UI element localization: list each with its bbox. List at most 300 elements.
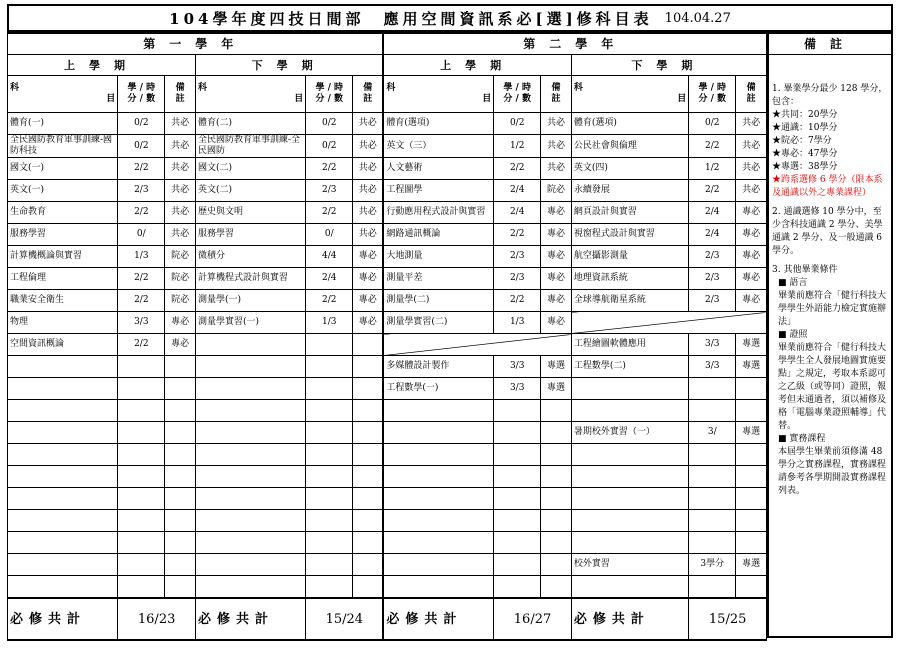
course-name: 永續發展 (571, 180, 688, 202)
course-type: 共必 (353, 224, 384, 246)
course-type: 共必 (165, 224, 196, 246)
note-3-practice-title: ■ 實務課程 (778, 434, 826, 444)
course-type (353, 510, 384, 532)
totals-row (8, 598, 767, 640)
empty-slash-cell (383, 334, 571, 356)
course-name: 地理資訊系統 (571, 268, 688, 290)
course-type (541, 400, 572, 422)
course-credits (689, 400, 736, 422)
course-type (353, 334, 384, 356)
course-name (383, 576, 493, 599)
course-type: 共必 (541, 135, 572, 158)
course-name: 全球導航衛星系統 (571, 290, 688, 312)
course-type (541, 488, 572, 510)
course-name: 空間資訊概論 (8, 334, 118, 356)
course-name: 計算機概論與實習 (8, 246, 118, 268)
note-3-language: 畢業前應符合「健行科技大學學生外語能力檢定實施辦法」 (778, 291, 887, 327)
header-text: 註 (746, 94, 756, 104)
course-credits: 2/3 (689, 290, 736, 312)
course-type: 專必 (165, 334, 196, 356)
course-name (8, 554, 118, 576)
course-type: 專必 (353, 290, 384, 312)
course-name: 服務學習 (195, 224, 305, 246)
header-text: 分 / 數 (127, 94, 156, 104)
table-row (8, 488, 767, 510)
course-credits (494, 444, 541, 466)
course-credits (689, 444, 736, 466)
subject-column-header (571, 76, 688, 113)
course-name: 測量平差 (383, 268, 493, 290)
header-text: 目 (677, 94, 687, 104)
course-name: 工程數學(一) (383, 378, 493, 400)
course-name: 測量學實習(一) (195, 312, 305, 334)
course-credits (306, 422, 353, 444)
course-type: 共必 (165, 158, 196, 180)
header-text: 備 (746, 83, 756, 93)
course-name (8, 532, 118, 554)
course-type: 共必 (165, 135, 196, 158)
course-credits: 2/2 (118, 158, 165, 180)
course-name: 工程數學(二) (571, 356, 688, 378)
course-credits (306, 334, 353, 356)
course-credits (689, 576, 736, 599)
course-name: 微積分 (195, 246, 305, 268)
total-label: 必修共計 (195, 598, 305, 640)
course-credits: 2/2 (306, 158, 353, 180)
header-text: 目 (106, 94, 116, 104)
course-credits (118, 576, 165, 599)
course-type: 共必 (353, 113, 384, 135)
course-credits: 3/3 (689, 334, 736, 356)
course-credits (494, 488, 541, 510)
credit-column-header (689, 76, 736, 113)
course-credits (306, 510, 353, 532)
course-name (195, 378, 305, 400)
course-type (353, 576, 384, 599)
course-name (195, 422, 305, 444)
course-type (541, 532, 572, 554)
course-type (165, 466, 196, 488)
course-credits (689, 466, 736, 488)
remark-column-header (165, 76, 196, 113)
course-name: 服務學習 (8, 224, 118, 246)
course-name: 英文(二) (195, 180, 305, 202)
course-credits: 1/2 (494, 135, 541, 158)
curriculum-sheet (7, 4, 893, 640)
course-credits (689, 488, 736, 510)
course-name: 校外實習 (571, 554, 688, 576)
course-credits: 3/3 (689, 356, 736, 378)
semester-header: 下學期 (571, 55, 766, 76)
header-text: 學 / 時 (127, 83, 156, 93)
semester-header: 上學期 (8, 55, 196, 76)
credit-column-header (306, 76, 353, 113)
course-credits (306, 532, 353, 554)
course-name: 職業安全衛生 (8, 290, 118, 312)
table-row (8, 180, 767, 202)
course-credits (118, 510, 165, 532)
course-credits (306, 400, 353, 422)
course-credits: 2/2 (118, 202, 165, 224)
course-name: 視窗程式設計與實習 (571, 224, 688, 246)
course-type: 共必 (353, 135, 384, 158)
course-name (383, 554, 493, 576)
course-type (165, 488, 196, 510)
course-type: 專選 (736, 554, 767, 576)
course-credits (118, 444, 165, 466)
header-text: 科 (10, 83, 20, 93)
note-3-language-title: ■ 語言 (778, 278, 808, 288)
table-row (8, 356, 767, 378)
course-type: 院必 (541, 180, 572, 202)
course-name: 體育(二) (195, 113, 305, 135)
course-type (736, 532, 767, 554)
course-type (541, 510, 572, 532)
header-text: 科 (386, 83, 396, 93)
header-text: 目 (294, 94, 304, 104)
course-type (541, 466, 572, 488)
course-table (7, 32, 767, 641)
course-type: 專必 (353, 246, 384, 268)
course-credits: 2/4 (494, 202, 541, 224)
course-credits: 0/2 (689, 113, 736, 135)
course-credits (689, 378, 736, 400)
total-value: 16/27 (494, 598, 572, 640)
course-type: 專必 (353, 312, 384, 334)
course-type: 專選 (736, 422, 767, 444)
notes-header: 備註 (769, 34, 891, 55)
course-name: 公民社會與倫理 (571, 135, 688, 158)
semester-header: 下學期 (195, 55, 383, 76)
course-type: 共必 (353, 158, 384, 180)
table-row (8, 510, 767, 532)
course-credits (118, 422, 165, 444)
table-row (8, 135, 767, 158)
course-name (195, 510, 305, 532)
course-type (165, 554, 196, 576)
course-type: 專必 (736, 202, 767, 224)
course-credits (306, 466, 353, 488)
course-type (736, 378, 767, 400)
course-credits (494, 532, 541, 554)
course-type: 專必 (353, 268, 384, 290)
course-type: 專選 (736, 356, 767, 378)
course-type (353, 488, 384, 510)
course-type: 專必 (736, 246, 767, 268)
course-credits: 0/2 (306, 113, 353, 135)
header-text: 備 (175, 83, 185, 93)
course-name (195, 400, 305, 422)
course-credits: 0/2 (118, 113, 165, 135)
course-credits: 2/2 (494, 158, 541, 180)
course-type (353, 444, 384, 466)
table-row (8, 312, 767, 334)
course-credits: 0/ (118, 224, 165, 246)
course-credits (306, 576, 353, 599)
course-name (195, 532, 305, 554)
course-type: 院必 (165, 246, 196, 268)
course-credits: 3/3 (494, 378, 541, 400)
course-credits: 1/3 (306, 312, 353, 334)
course-name (571, 532, 688, 554)
subject-column-header (383, 76, 493, 113)
course-type (165, 510, 196, 532)
total-value: 15/25 (689, 598, 767, 640)
course-type (353, 356, 384, 378)
course-credits (306, 378, 353, 400)
course-name: 測量學實習(二) (383, 312, 493, 334)
course-credits: 1/3 (494, 312, 541, 334)
course-credits: 2/2 (118, 268, 165, 290)
course-credits: 2/3 (118, 180, 165, 202)
course-credits: 2/4 (494, 180, 541, 202)
table-row (8, 378, 767, 400)
course-name: 歷史與文明 (195, 202, 305, 224)
total-value: 16/23 (118, 598, 196, 640)
course-type (541, 444, 572, 466)
page-title (7, 4, 893, 32)
empty-slash-cell (571, 312, 766, 334)
course-type: 共必 (353, 180, 384, 202)
course-type: 專選 (541, 356, 572, 378)
course-name (383, 510, 493, 532)
course-credits: 2/2 (118, 290, 165, 312)
header-text: 科 (197, 83, 207, 93)
course-name: 體育(選項) (383, 113, 493, 135)
title-date: 104.04.27 (664, 10, 731, 26)
title-main: 104學年度四技日間部 應用空間資訊系必[選]修科目表 (169, 9, 653, 28)
table-row (8, 113, 767, 135)
course-type: 院必 (165, 268, 196, 290)
table-row (8, 400, 767, 422)
course-name: 國文(一) (8, 158, 118, 180)
subject-column-header (195, 76, 305, 113)
course-name (383, 400, 493, 422)
table-row (8, 444, 767, 466)
course-name: 大地測量 (383, 246, 493, 268)
course-type (736, 400, 767, 422)
course-credits (118, 554, 165, 576)
table-row (8, 532, 767, 554)
course-type (353, 400, 384, 422)
subject-column-header (8, 76, 118, 113)
year-2-header: 第二學年 (383, 33, 766, 55)
credit-column-header (494, 76, 541, 113)
course-name (571, 488, 688, 510)
course-credits (494, 554, 541, 576)
course-credits: 2/2 (118, 334, 165, 356)
course-type (165, 444, 196, 466)
course-credits (306, 554, 353, 576)
header-text: 註 (551, 94, 561, 104)
course-credits: 2/2 (494, 224, 541, 246)
course-credits: 0/2 (118, 135, 165, 158)
course-type: 專必 (736, 268, 767, 290)
course-type: 專選 (736, 334, 767, 356)
course-credits (118, 400, 165, 422)
course-name (195, 576, 305, 599)
note-1-item: ★院必：7學分 (772, 136, 832, 146)
course-credits (306, 444, 353, 466)
course-type (165, 422, 196, 444)
course-name: 工程繪圖軟體應用 (571, 334, 688, 356)
table-row (8, 158, 767, 180)
header-text: 備 (551, 83, 561, 93)
course-name: 體育(選項) (571, 113, 688, 135)
course-name (571, 466, 688, 488)
table-row (8, 202, 767, 224)
course-type: 共必 (165, 113, 196, 135)
header-text: 學 / 時 (315, 83, 344, 93)
course-credits: 2/2 (306, 202, 353, 224)
header-text: 學 / 時 (503, 83, 531, 93)
course-name: 工程倫理 (8, 268, 118, 290)
table-row (8, 246, 767, 268)
course-type (353, 532, 384, 554)
course-type: 共必 (165, 202, 196, 224)
course-name: 測量學(二) (383, 290, 493, 312)
course-credits: 3學分 (689, 554, 736, 576)
year-1-header: 第一學年 (8, 33, 384, 55)
note-3-title: 3. 其他畢業條件 (772, 265, 838, 275)
course-type: 專必 (541, 268, 572, 290)
course-credits: 2/4 (689, 224, 736, 246)
course-type: 專必 (165, 312, 196, 334)
course-type: 共必 (736, 158, 767, 180)
note-1-item: ★共同：20學分 (772, 110, 838, 120)
table-row (8, 268, 767, 290)
course-name (195, 334, 305, 356)
course-name: 英文（三） (383, 135, 493, 158)
course-credits: 1/2 (689, 158, 736, 180)
course-name (383, 488, 493, 510)
course-name (383, 466, 493, 488)
course-name: 全民國防教育軍事訓練-國防科技 (8, 135, 118, 158)
course-type (541, 422, 572, 444)
course-name: 人文藝術 (383, 158, 493, 180)
table-row (8, 334, 767, 356)
course-name (8, 466, 118, 488)
header-text: 分 / 數 (698, 94, 727, 104)
course-name: 全民國防教育軍事訓練-全民國防 (195, 135, 305, 158)
course-credits: 0/2 (494, 113, 541, 135)
course-type: 共必 (165, 180, 196, 202)
credit-column-header (118, 76, 165, 113)
course-name: 行動應用程式設計與實習 (383, 202, 493, 224)
remark-column-header (736, 76, 767, 113)
note-1-red: ★跨系選修 6 學分（限本系及通識以外之專業課程） (772, 175, 883, 198)
note-1-item: ★專必：47學分 (772, 149, 838, 159)
course-name (195, 356, 305, 378)
course-credits (689, 510, 736, 532)
course-credits (494, 510, 541, 532)
header-text: 備 (363, 83, 373, 93)
course-name: 國文(二) (195, 158, 305, 180)
course-credits (118, 532, 165, 554)
remark-column-header (541, 76, 572, 113)
course-credits (494, 576, 541, 599)
course-credits (689, 532, 736, 554)
course-name (195, 466, 305, 488)
course-credits: 2/3 (689, 268, 736, 290)
course-credits: 3/3 (494, 356, 541, 378)
note-1-title: 1. 畢業學分最少 128 學分，包含： (772, 84, 888, 107)
course-type (165, 576, 196, 599)
course-type: 共必 (541, 158, 572, 180)
course-type (541, 554, 572, 576)
course-name: 工程圖學 (383, 180, 493, 202)
course-name (8, 444, 118, 466)
course-type (736, 510, 767, 532)
course-credits: 2/3 (494, 268, 541, 290)
course-type: 專必 (736, 290, 767, 312)
course-name (195, 554, 305, 576)
course-name (195, 488, 305, 510)
course-credits: 3/3 (118, 312, 165, 334)
course-name: 網頁設計與實習 (571, 202, 688, 224)
course-name: 計算機程式設計與實習 (195, 268, 305, 290)
course-name: 生命教育 (8, 202, 118, 224)
header-text: 分 / 數 (503, 94, 531, 104)
semester-header: 上學期 (383, 55, 571, 76)
course-type (165, 532, 196, 554)
course-type: 共必 (736, 113, 767, 135)
course-credits: 0/ (306, 224, 353, 246)
course-type (165, 378, 196, 400)
course-type (353, 554, 384, 576)
course-name: 暑期校外實習（一） (571, 422, 688, 444)
course-type (736, 466, 767, 488)
total-label: 必修共計 (571, 598, 688, 640)
course-name (195, 444, 305, 466)
course-type: 專必 (541, 224, 572, 246)
course-credits: 2/3 (689, 246, 736, 268)
course-name (571, 576, 688, 599)
course-name (571, 378, 688, 400)
course-type (736, 488, 767, 510)
table-row (8, 290, 767, 312)
header-text: 分 / 數 (315, 94, 344, 104)
course-name (8, 422, 118, 444)
course-name: 航空攝影測量 (571, 246, 688, 268)
header-text: 學 / 時 (698, 83, 727, 93)
course-credits (494, 466, 541, 488)
course-name (8, 378, 118, 400)
course-credits: 2/2 (494, 290, 541, 312)
course-credits (118, 488, 165, 510)
course-credits (306, 488, 353, 510)
total-label: 必修共計 (8, 598, 118, 640)
course-name: 測量學(一) (195, 290, 305, 312)
course-type (353, 422, 384, 444)
note-1-item: ★通識：10學分 (772, 123, 838, 133)
header-text: 註 (363, 94, 373, 104)
course-name: 物理 (8, 312, 118, 334)
course-credits: 2/3 (494, 246, 541, 268)
course-name: 體育(一) (8, 113, 118, 135)
note-3-cert-title: ■ 證照 (778, 330, 808, 340)
course-name: 英文(一) (8, 180, 118, 202)
total-value: 15/24 (306, 598, 384, 640)
table-row (8, 224, 767, 246)
course-name (571, 510, 688, 532)
course-name (8, 576, 118, 599)
course-name (383, 422, 493, 444)
course-type: 專必 (541, 202, 572, 224)
course-type: 共必 (736, 180, 767, 202)
course-type (353, 378, 384, 400)
course-type (165, 356, 196, 378)
